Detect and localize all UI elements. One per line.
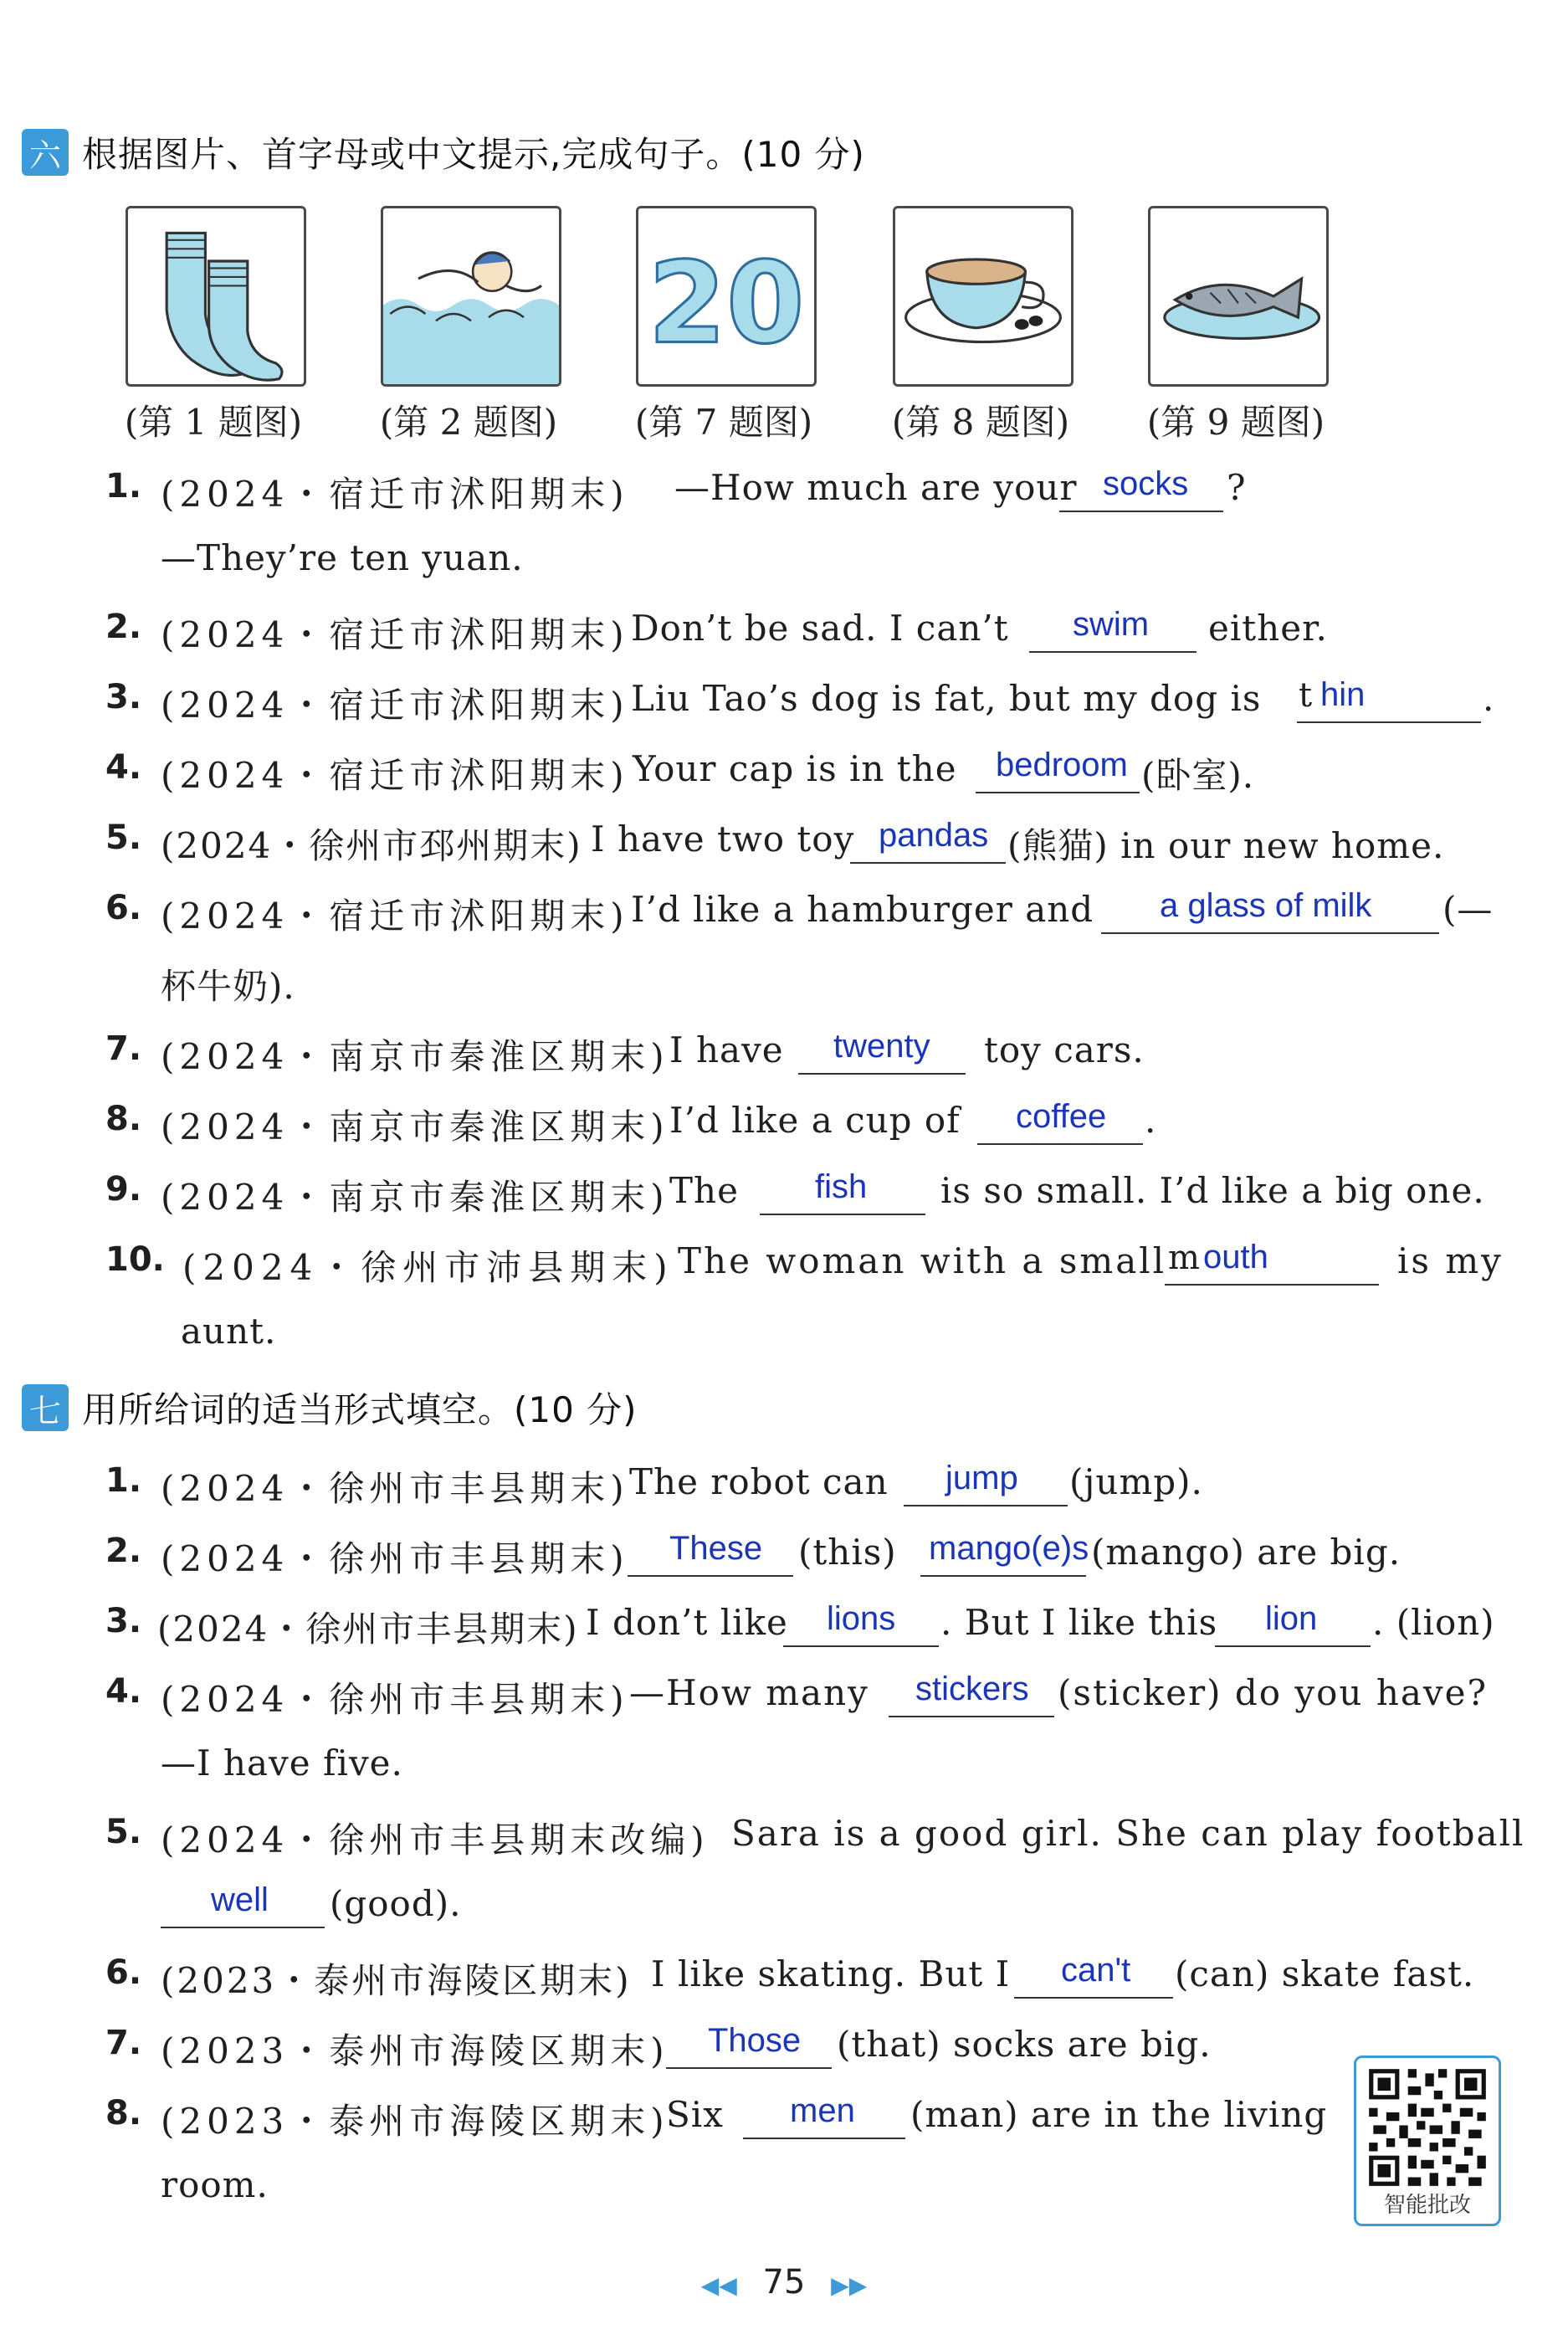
s7-q4-cont: [0, 1737, 1568, 1796]
section-badge: 六: [22, 129, 69, 176]
s6-q10: [0, 1235, 1568, 1294]
s6-q5: [0, 813, 1568, 872]
question-text: Six: [666, 2094, 724, 2135]
question-source: (2024・徐州市丰县期末): [161, 1468, 629, 1509]
prev-page-icon[interactable]: ◀◀: [700, 2271, 737, 2299]
answer: lions: [827, 1600, 896, 1637]
swimming-image: [381, 206, 561, 387]
question-number: 3.: [105, 678, 142, 716]
answer-blank[interactable]: [161, 1878, 325, 1928]
question-source: (2024・徐州市丰县期末): [157, 1609, 579, 1650]
question-source: (2024・徐州市丰县期末): [161, 1679, 629, 1720]
answer: fish: [815, 1168, 868, 1205]
question-text: Your cap is in the: [633, 748, 957, 789]
s7-q5-cont: [0, 1878, 1568, 1937]
question-source: (2024・宿迁市沭阳期末): [161, 896, 629, 937]
s7-q7: [0, 2019, 1568, 2077]
answer: pandas: [879, 817, 989, 854]
question-source: (2024・宿迁市沭阳期末): [161, 755, 629, 796]
caption-7: (第 7 题图): [634, 402, 813, 443]
answer-blank[interactable]: [904, 1456, 1068, 1506]
question-text: either.: [1208, 608, 1328, 649]
answer: outh: [1203, 1239, 1268, 1275]
s6-q6-cont: [0, 954, 1568, 1013]
s6-q2: [0, 603, 1568, 661]
answer-blank-2[interactable]: [1215, 1597, 1371, 1647]
answer: jump: [945, 1460, 1018, 1496]
s7-q8: [0, 2089, 1568, 2148]
question-number: 6.: [105, 889, 142, 927]
question-source: (2024・徐州市丰县期末改编): [161, 1819, 710, 1861]
question-source: (2023・泰州市海陵区期末): [161, 1960, 632, 2001]
s7-q1: [0, 1456, 1568, 1515]
question-text: (jump).: [1069, 1461, 1203, 1502]
answer-blank[interactable]: [1029, 603, 1196, 653]
picture-row: [0, 198, 1568, 449]
answer-blank[interactable]: [743, 2089, 905, 2139]
question-text: is so small. I’d like a big one.: [940, 1170, 1485, 1211]
question-text: I have two toy: [591, 819, 855, 860]
question-text: I have: [669, 1029, 784, 1070]
question-text: (卧室).: [1141, 755, 1255, 796]
answer: swim: [1073, 606, 1150, 643]
answer: can't: [1061, 1952, 1131, 1989]
question-text: Liu Tao’s dog is fat, but my dog is: [631, 678, 1262, 719]
question-number: 7.: [105, 2024, 142, 2062]
answer-blank[interactable]: [1297, 673, 1481, 723]
s6-q6: [0, 884, 1568, 942]
s7-q2: [0, 1527, 1568, 1585]
answer-blank[interactable]: [1165, 1235, 1379, 1286]
question-text: (sticker) do you have?: [1058, 1672, 1489, 1713]
qr-code[interactable]: [1354, 2056, 1501, 2226]
answer-blank[interactable]: [798, 1024, 966, 1075]
answer: men: [790, 2092, 855, 2129]
s7-q8-cont: [0, 2159, 1568, 2218]
question-number: 8.: [105, 2094, 142, 2133]
question-text: .: [1145, 1100, 1157, 1141]
question-text: room.: [161, 2164, 269, 2205]
question-text: The robot can: [629, 1461, 889, 1502]
answer-blank[interactable]: [1101, 884, 1439, 934]
answer-blank[interactable]: [666, 2019, 832, 2069]
question-text: . (lion): [1372, 1602, 1495, 1643]
answer: These: [669, 1530, 763, 1567]
qr-label: 智能批改: [1383, 2193, 1471, 2218]
question-number: 10.: [105, 1240, 165, 1279]
question-source: (2024・南京市秦淮区期末): [161, 1036, 669, 1077]
question-text: (—: [1442, 889, 1494, 930]
question-number: 5.: [105, 819, 142, 857]
answer-blank[interactable]: [1014, 1948, 1173, 1999]
caption-9: (第 9 题图): [1146, 402, 1325, 443]
question-number: 6.: [105, 1953, 142, 1992]
section-6-header: [22, 127, 865, 177]
question-source: (2024・徐州市丰县期末): [161, 1538, 629, 1579]
qr-icon: [1365, 2065, 1490, 2190]
page-footer: [0, 2263, 1568, 2302]
section-badge: 七: [22, 1384, 69, 1431]
section-7-header: [22, 1383, 638, 1433]
question-source: (2024・徐州市沛县期末): [182, 1247, 674, 1288]
question-source: (2023・泰州市海陵区期末): [161, 2101, 669, 2142]
question-text: I like skating. But I: [651, 1953, 1011, 1994]
question-text: I’d like a cup of: [669, 1100, 961, 1141]
question-number: 1.: [105, 467, 142, 506]
question-text: ?: [1227, 467, 1247, 508]
answer-blank[interactable]: [1059, 462, 1223, 512]
s6-q3: [0, 673, 1568, 731]
question-source: (2023・泰州市海陵区期末): [161, 2030, 669, 2071]
answer: Those: [708, 2022, 802, 2059]
answer-blank[interactable]: [976, 743, 1140, 793]
question-number: 4.: [105, 1672, 142, 1711]
number-twenty-image: [636, 206, 817, 387]
s7-q5: [0, 1808, 1568, 1866]
s6-q8: [0, 1095, 1568, 1153]
question-text: (熊猫) in our new home.: [1007, 825, 1445, 866]
question-text: The: [669, 1170, 739, 1211]
page-number: 75: [762, 2263, 806, 2302]
answer-blank-2[interactable]: [920, 1527, 1089, 1577]
question-source: (2024・徐州市邳州期末): [161, 825, 582, 866]
question-text: . But I like this: [940, 1602, 1218, 1643]
question-number: 9.: [105, 1170, 142, 1209]
answer-blank[interactable]: [628, 1527, 793, 1577]
question-text: —I have five.: [161, 1742, 403, 1784]
question-number: 5.: [105, 1813, 142, 1851]
caption-2: (第 2 题图): [379, 402, 558, 443]
question-text: Don’t be sad. I can’t: [631, 608, 1009, 649]
question-text: I don’t like: [586, 1602, 788, 1643]
caption-8: (第 8 题图): [891, 402, 1070, 443]
answer: hin: [1320, 676, 1366, 713]
question-text: 杯牛奶).: [161, 966, 295, 1007]
question-number: 1.: [105, 1461, 142, 1500]
picture-number: 20: [648, 237, 805, 369]
question-number: 7.: [105, 1029, 142, 1068]
question-text: toy cars.: [984, 1029, 1145, 1070]
caption-1: (第 1 题图): [124, 402, 303, 443]
question-source: (2024・宿迁市沭阳期末): [161, 685, 629, 726]
answer-prefix: t: [1299, 676, 1313, 715]
question-number: 2.: [105, 1532, 142, 1570]
s6-q4: [0, 743, 1568, 802]
question-number: 8.: [105, 1100, 142, 1138]
answer: a glass of milk: [1160, 887, 1372, 924]
coffee-image: [893, 206, 1074, 387]
answer-blank[interactable]: [889, 1667, 1054, 1717]
question-number: 2.: [105, 608, 142, 646]
answer-blank[interactable]: [850, 813, 1006, 864]
question-text: —How much are your: [674, 467, 1078, 508]
socks-image: [126, 206, 306, 387]
question-number: 4.: [105, 748, 142, 787]
question-text: The woman with a small: [678, 1240, 1167, 1281]
answer-blank[interactable]: [783, 1597, 939, 1647]
next-page-icon[interactable]: ▶▶: [831, 2271, 868, 2299]
s6-q10-cont: [0, 1306, 1568, 1364]
section-title: 用所给词的适当形式填空。(10 分): [82, 1389, 638, 1430]
question-text: .: [1483, 678, 1495, 719]
question-text: is my: [1397, 1240, 1504, 1281]
question-text: (that) socks are big.: [837, 2024, 1212, 2065]
question-source: (2024・南京市秦淮区期末): [161, 1177, 669, 1218]
answer: coffee: [1016, 1098, 1107, 1135]
answer-prefix: m: [1168, 1239, 1200, 1277]
s6-q9: [0, 1165, 1568, 1224]
s6-q1: [0, 462, 1568, 521]
question-text: —They’re ten yuan.: [161, 537, 524, 578]
question-source: (2024・南京市秦淮区期末): [161, 1106, 669, 1147]
s7-q6: [0, 1948, 1568, 2007]
s6-q7: [0, 1024, 1568, 1083]
question-source: (2024・宿迁市沭阳期末): [161, 474, 629, 515]
question-text: (man) are in the living: [910, 2094, 1328, 2135]
question-text: (mango) are big.: [1091, 1532, 1401, 1573]
answer: mango(e)s: [929, 1530, 1089, 1567]
question-text: aunt.: [181, 1311, 277, 1352]
answer: lion: [1265, 1600, 1318, 1637]
question-number: 3.: [105, 1602, 142, 1640]
answer: stickers: [915, 1671, 1029, 1707]
answer: well: [211, 1881, 269, 1918]
fish-image: [1148, 206, 1329, 387]
answer: socks: [1103, 465, 1189, 502]
answer-blank[interactable]: [760, 1165, 925, 1215]
section-title: 根据图片、首字母或中文提示,完成句子。(10 分): [82, 134, 865, 175]
s6-q1-cont: [0, 532, 1568, 591]
answer: bedroom: [996, 747, 1128, 783]
question-source: (2024・宿迁市沭阳期末): [161, 614, 629, 655]
question-text: Sara is a good girl. She can play football: [731, 1813, 1525, 1854]
answer-blank[interactable]: [977, 1095, 1143, 1145]
question-text: (this): [798, 1532, 897, 1573]
question-text: (good).: [330, 1883, 462, 1924]
s7-q4: [0, 1667, 1568, 1726]
s7-q3: [0, 1597, 1568, 1655]
question-text: —How many: [629, 1672, 869, 1713]
answer: twenty: [833, 1028, 930, 1065]
question-text: (can) skate fast.: [1175, 1953, 1475, 1994]
question-text: I’d like a hamburger and: [631, 889, 1094, 930]
